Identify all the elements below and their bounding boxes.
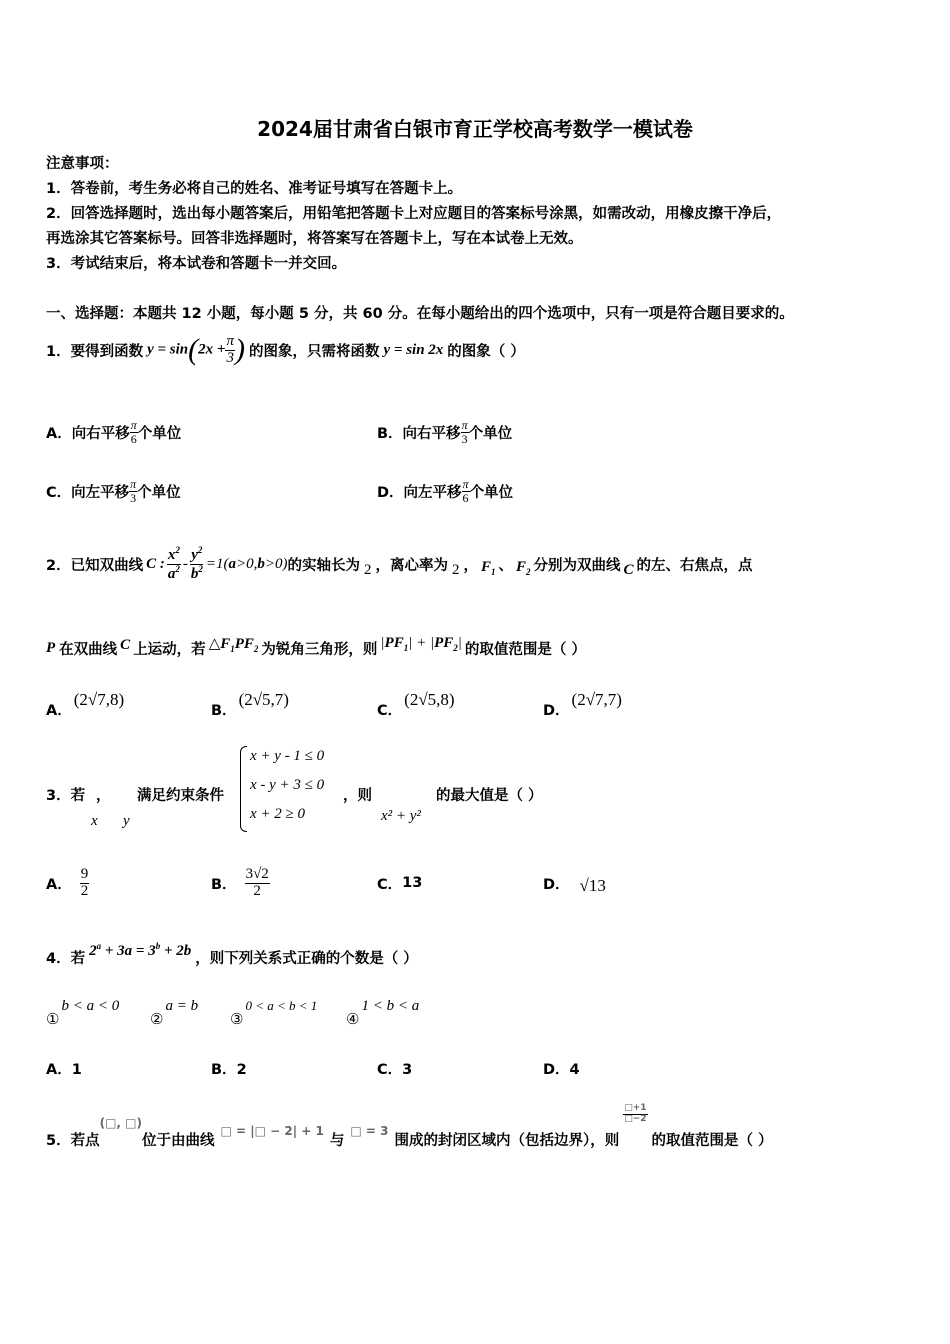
q3-b-label: B． — [211, 876, 237, 893]
q2-a-label: A． — [46, 703, 72, 719]
q4-equation: $2^a + 3a = 3^b + 2b$ — [89, 941, 192, 959]
q1-option-b[interactable] — [377, 412, 512, 452]
q2-eccentricity: 2 — [451, 561, 460, 578]
q5-text-1: 位于由曲线 — [141, 1133, 215, 1149]
q3-suffix: 的最大值是（ ） — [436, 788, 543, 804]
notice-item-2-cont: 再选涂其它答案标号。回答非选择题时，将答案写在答题卡上，写在本试卷上无效。 — [46, 231, 583, 247]
q2-line2-d: 为锐角三角形，则 — [261, 641, 378, 658]
q1-a-unit: 个单位 — [137, 425, 182, 442]
q2-d-label: D． — [543, 703, 570, 719]
question-1 — [46, 330, 525, 370]
q1-d-num: π — [462, 476, 469, 491]
q1-b-label: B．向右平移 — [377, 425, 461, 442]
q2-line2-b: 上运动，若 — [133, 641, 206, 658]
q4-s2-mark: ② — [150, 1012, 164, 1028]
q2-option-d[interactable] — [543, 690, 622, 720]
q1-c-den: 3 — [130, 490, 137, 505]
q2-c: C — [623, 561, 634, 578]
q4-d-value: 4 — [569, 1062, 580, 1078]
q4-option-d[interactable] — [543, 1058, 580, 1079]
q1-a-frac — [130, 419, 138, 445]
q2-f2-letter: F — [515, 559, 526, 575]
q1-c-num: π — [130, 476, 137, 491]
q4-s4-mark: ④ — [346, 1012, 360, 1028]
q1-b-frac — [461, 419, 469, 445]
q4-option-c[interactable] — [377, 1058, 412, 1079]
q3-option-d[interactable] — [543, 858, 606, 908]
q2-line2-a: 在双曲线 — [59, 641, 118, 658]
q3-then: ，则 — [343, 788, 372, 804]
q3-option-b[interactable] — [211, 858, 270, 908]
notice-heading: 注意事项： — [46, 156, 119, 172]
q1-suffix: 的图象（ ） — [447, 343, 525, 360]
question-2-line-2 — [46, 630, 586, 666]
q3-c-value: 13 — [402, 875, 423, 891]
q3-target: x² + y² — [381, 808, 421, 824]
q4-statement-4 — [346, 998, 419, 1029]
q2-text-5: 分别为双曲线 — [533, 557, 621, 574]
q4-a-value: 1 — [71, 1062, 82, 1078]
q4-d-label: D． — [543, 1062, 570, 1078]
q1-function-1: y = sin(2x + $\frac{\pi}{3}$ ) — [147, 332, 245, 366]
q5-ratio-num: □+1 — [624, 1103, 647, 1114]
q2-prefix: 2．已知双曲线 — [46, 557, 144, 574]
q3-a-label: A． — [46, 876, 72, 893]
q1-b-den: 3 — [461, 431, 468, 446]
question-5 — [46, 1100, 773, 1150]
section-heading: 一、选择题：本题共 12 小题，每小题 5 分，共 60 分。在每小题给出的四个选项中，只有一项是符合题目要求的。 — [46, 306, 794, 322]
q2-text-3: ， — [463, 557, 478, 574]
q3-option-c[interactable] — [377, 858, 422, 908]
q4-option-a[interactable] — [46, 1058, 82, 1079]
q2-option-b[interactable] — [211, 690, 289, 720]
q2-a-value: (2√7,8) — [73, 690, 125, 709]
q4-b-value: 2 — [236, 1062, 247, 1078]
question-4 — [46, 938, 418, 968]
page-title: 2024届甘肃省白银市育正学校高考数学一模试卷 — [257, 117, 693, 141]
q3-b-value: $\frac{3√2}{2}$ — [245, 865, 269, 899]
q1-a-den: 6 — [130, 431, 137, 446]
q4-statement-2 — [150, 998, 198, 1029]
notice-item-3: 3．考试结束后，将本试卷和答题卡一并交回。 — [46, 256, 347, 272]
q3-option-a[interactable] — [46, 858, 89, 908]
q1-d-frac — [462, 478, 470, 504]
q2-f1: $F_1$ — [480, 559, 496, 577]
q2-b-value: (2√5,7) — [238, 690, 289, 709]
q1-option-c[interactable] — [46, 471, 181, 511]
q2-b-label: B． — [211, 703, 237, 719]
q4-b-label: B． — [211, 1062, 237, 1078]
q4-c-value: 3 — [402, 1062, 413, 1078]
q4-statement-3 — [230, 998, 317, 1029]
q1-b-num: π — [461, 417, 468, 432]
q5-prefix: 5．若点 — [46, 1133, 100, 1149]
q5-text-3: 围成的封闭区域内（包括边界），则 — [394, 1133, 620, 1149]
q4-prefix: 4．若 — [46, 951, 86, 967]
q1-fn1-frac: $\frac{\pi}{3}$ — [226, 332, 234, 366]
q1-a-num: π — [130, 417, 137, 432]
q3-comma: ， — [96, 788, 111, 804]
q2-text-2: ，离心率为 — [375, 557, 448, 574]
question-2 — [46, 536, 753, 592]
q2-line2-c: C — [120, 636, 131, 653]
q1-function-2: y = sin 2x — [383, 341, 444, 358]
q5-ratio-den: □−2 — [624, 1113, 647, 1124]
q4-statement-1 — [46, 998, 119, 1029]
q1-c-unit: 个单位 — [137, 484, 181, 501]
q5-text-4: 的取值范围是（ ） — [651, 1133, 773, 1149]
q1-d-unit: 个单位 — [469, 484, 514, 501]
q2-c-value: (2√5,8) — [404, 690, 455, 709]
q3-constraint-brace — [240, 746, 247, 832]
q4-s1-text: b < a < 0 — [61, 998, 120, 1014]
q3-prefix: 3．若 — [46, 788, 86, 804]
q4-a-label: A． — [46, 1062, 72, 1078]
q1-option-a[interactable] — [46, 412, 181, 452]
q3-constraint-2: x - y + 3 ≤ 0 — [250, 777, 325, 793]
q4-s1-mark: ① — [46, 1012, 60, 1028]
q2-f1-letter: F — [480, 559, 491, 575]
q3-var-y: y — [123, 813, 130, 829]
q2-hyperbola-equation: C : $\frac{x^2}{a^2}$ - $\frac{y^2}{b^2}$ =1( a >0, b >0) — [146, 544, 288, 582]
q1-mid: 的图象，只需将函数 — [248, 343, 380, 360]
q1-c-label: C．向左平移 — [46, 484, 130, 501]
q4-s4-text: 1 < b < a — [361, 998, 420, 1014]
q4-suffix: ，则下列关系式正确的个数是（ ） — [195, 951, 418, 967]
q1-c-frac — [129, 478, 137, 504]
q2-option-a[interactable] — [46, 690, 124, 720]
q2-text-1: 的实轴长为 — [287, 557, 360, 574]
q1-d-den: 6 — [462, 490, 469, 505]
q2-f2: $F_2$ — [515, 559, 531, 577]
q1-b-unit: 个单位 — [468, 425, 513, 442]
q3-a-value: $\frac{9}{2}$ — [80, 865, 89, 899]
q2-line2-e: 的取值范围是（ ） — [464, 641, 586, 658]
q3-c-label: C． — [377, 876, 403, 893]
q2-point-p: P — [46, 639, 56, 656]
q1-prefix: 1．要得到函数 — [46, 343, 144, 360]
q1-option-d[interactable] — [377, 471, 513, 511]
q1-d-label: D．向左平移 — [377, 484, 462, 501]
q2-d-value: (2√7,7) — [571, 690, 622, 709]
q1-fn1-inner: 2x + — [198, 341, 226, 358]
q1-a-label: A．向右平移 — [46, 425, 130, 442]
notice-item-1: 1．答卷前，考生务必将自己的姓名、准考证号填写在答题卡上。 — [46, 181, 463, 197]
q4-c-label: C． — [377, 1062, 403, 1078]
q2-text-6: 的左、右焦点，点 — [636, 557, 753, 574]
q5-curve-2: □ = 3 — [350, 1124, 389, 1138]
q3-constraint-1: x + y - 1 ≤ 0 — [250, 748, 325, 764]
q2-expression: $|PF_1| + |PF_2|$ — [380, 635, 462, 653]
q3-constraint-3: x + 2 ≥ 0 — [250, 806, 306, 822]
q5-point: (□, □) — [99, 1116, 142, 1130]
q3-var-x: x — [91, 813, 98, 829]
q2-option-c[interactable] — [377, 690, 455, 720]
q4-s3-mark: ③ — [230, 1012, 244, 1028]
q2-text-4: 、 — [498, 557, 513, 574]
q4-option-b[interactable] — [211, 1058, 247, 1079]
q2-c-label: C． — [377, 703, 403, 719]
q5-ratio — [623, 1104, 647, 1124]
q3-d-label: D． — [543, 876, 570, 893]
q4-s3-text: 0 < a < b < 1 — [245, 998, 318, 1013]
q3-d-value: √13 — [579, 876, 606, 895]
notice-item-2: 2．回答选择题时，选出每小题答案后，用铅笔把答题卡上对应题目的答案标号涂黑，如需改动，用橡皮擦干净后， — [46, 206, 782, 222]
q3-constraint-label: 满足约束条件 — [137, 788, 224, 804]
q5-curve-1: □ = |□ − 2| + 1 — [220, 1124, 324, 1138]
q2-real-axis-length: 2 — [363, 561, 372, 578]
q1-fn1-text: y = sin — [147, 341, 189, 358]
q4-s2-text: a = b — [165, 998, 199, 1014]
q5-text-2: 与 — [329, 1133, 345, 1149]
q2-triangle: $\triangle F_1PF_2$ — [208, 636, 259, 654]
